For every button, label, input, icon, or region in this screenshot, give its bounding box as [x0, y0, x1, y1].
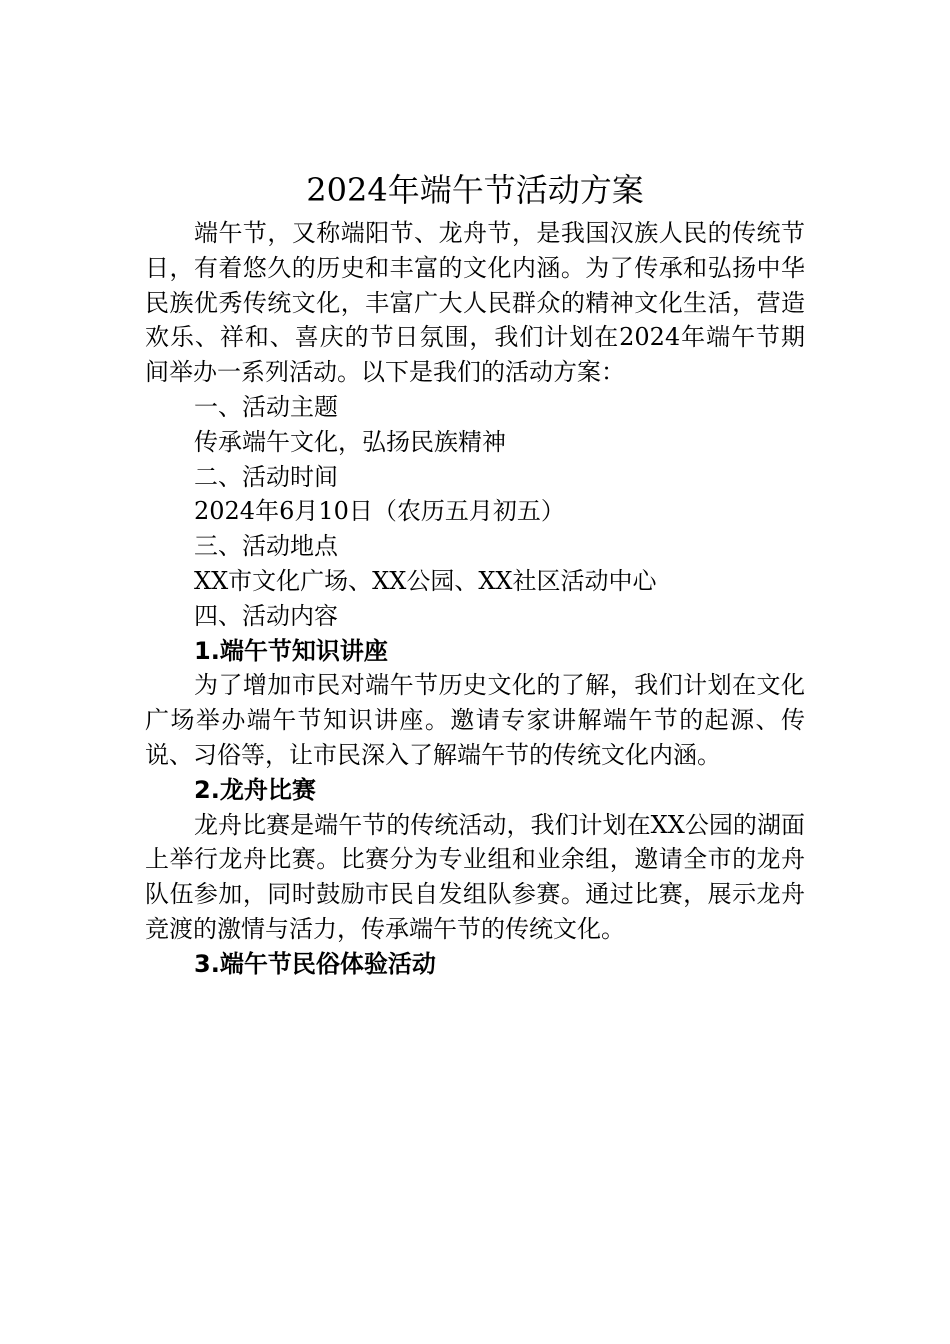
activity-heading-dragon-boat: 2.龙舟比赛: [194, 775, 316, 804]
document-title: 2024年端午节活动方案: [306, 171, 644, 209]
section-body-theme: 传承端午文化，弘扬民族精神: [194, 427, 506, 456]
section-body-time: 2024年6月10日（农历五月初五）: [194, 497, 565, 526]
activity-heading-lecture: 1.端午节知识讲座: [194, 636, 388, 665]
section-body-location: XX市文化广场、XX公园、XX社区活动中心: [194, 566, 657, 595]
activity-heading-folk-experience: 3.端午节民俗体验活动: [194, 949, 436, 978]
section-heading-theme: 一、活动主题: [194, 392, 338, 421]
activity-body-dragon-boat: 龙舟比赛是端午节的传统活动，我们计划在XX公园的湖面上举行龙舟比赛。比赛分为专业组和业余组，邀请全市的龙舟队伍参加，同时鼓励市民自发组队参赛。通过比赛，展示龙舟竞渡的激情与活力，传承端午节的传统文化。: [145, 810, 805, 943]
section-heading-time: 二、活动时间: [194, 462, 338, 491]
section-heading-location: 三、活动地点: [194, 532, 338, 561]
intro-paragraph: 端午节，又称端阳节、龙舟节，是我国汉族人民的传统节日，有着悠久的历史和丰富的文化内涵。为了传承和弘扬中华民族优秀传统文化，丰富广大人民群众的精神文化生活，营造欢乐、祥和、喜庆的节日氛围，我们计划在2024年端午节期间举办一系列活动。以下是我们的活动方案：: [145, 219, 805, 387]
activity-body-lecture: 为了增加市民对端午节历史文化的了解，我们计划在文化广场举办端午节知识讲座。邀请专家讲解端午节的起源、传说、习俗等，让市民深入了解端午节的传统文化内涵。: [145, 671, 805, 769]
section-heading-content: 四、活动内容: [194, 601, 338, 630]
document-content: [145, 168, 805, 982]
